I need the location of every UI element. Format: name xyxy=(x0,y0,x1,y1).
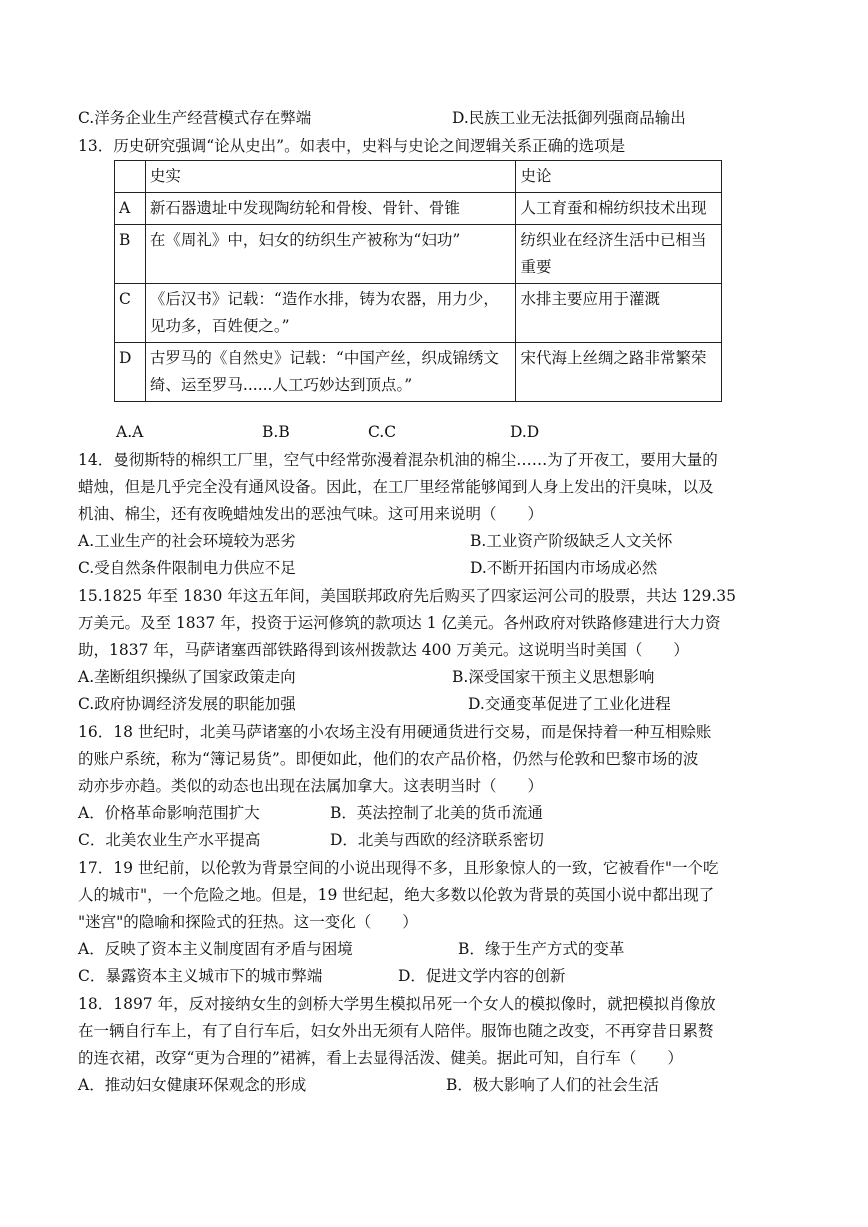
row-fact: 《后汉书》记载：“造作水排，铸为农器，用力少，见功多，百姓便之。” xyxy=(145,284,516,343)
table-header-row xyxy=(115,161,722,193)
row-view: 宋代海上丝绸之路非常繁荣 xyxy=(516,343,722,402)
q15-option-d: D.交通变革促进了工业化进程 xyxy=(468,695,671,713)
row-key: C xyxy=(115,284,146,343)
q14-stem-line3: 机油、棉尘，还有夜晚蜡烛发出的恶浊气味。这可用来说明（ ） xyxy=(78,505,544,523)
q12-option-d: D.民族工业无法抵御列强商品输出 xyxy=(452,109,686,127)
table-row xyxy=(115,284,722,343)
q16-option-a: A．价格革命影响范围扩大 xyxy=(78,804,260,822)
q16-option-b: B．英法控制了北美的货币流通 xyxy=(330,804,543,822)
q17-option-a: A．反映了资本主义制度固有矛盾与困境 xyxy=(78,940,353,958)
q13-option-a: A.A xyxy=(116,423,144,441)
row-view: 人工育蚕和棉纺织技术出现 xyxy=(516,193,722,225)
q15-option-a: A.垄断组织操纵了国家政策走向 xyxy=(78,668,296,686)
table-row xyxy=(115,225,722,284)
q14-option-d: D.不断开拓国内市场成必然 xyxy=(470,559,658,577)
q17-option-d: D．促进文学内容的创新 xyxy=(398,967,566,985)
q14-option-b: B.工业资产阶级缺乏人文关怀 xyxy=(470,532,673,550)
table-row xyxy=(115,193,722,225)
q13-table xyxy=(114,160,722,402)
q17-option-b: B．缘于生产方式的变革 xyxy=(458,940,625,958)
q15-stem-line3: 助，1837 年，马萨诸塞西部铁路得到该州拨款达 400 万美元。这说明当时美国（ ） xyxy=(78,641,689,659)
q15-stem-line1: 15.1825 年至 1830 年这五年间，美国联邦政府先后购买了四家运河公司的股票，共达 129.35 xyxy=(78,587,736,605)
table-header-cell: 史论 xyxy=(516,161,722,193)
row-view: 水排主要应用于灌溉 xyxy=(516,284,722,343)
q17-option-c: C．暴露资本主义城市下的城市弊端 xyxy=(78,967,323,985)
q18-stem-line2: 在一辆自行车上，有了自行车后，妇女外出无须有人陪伴。服饰也随之改变，不再穿昔日累赘 xyxy=(78,1022,714,1040)
q16-option-c: C．北美农业生产水平提高 xyxy=(78,831,261,849)
q15-option-c: C.政府协调经济发展的职能加强 xyxy=(78,695,296,713)
q13-option-c: C.C xyxy=(368,423,397,441)
row-fact: 古罗马的《自然史》记载：“中国产丝，织成锦绣文绮、运至罗马......人工巧妙达到顶点。” xyxy=(145,343,516,402)
q13-stem: 13．历史研究强调“论从史出”。如表中，史料与史论之间逻辑关系正确的选项是 xyxy=(78,137,626,155)
q14-stem-line2: 蜡烛，但是几乎完全没有通风设备。因此，在工厂里经常能够闻到人身上发出的汗臭味，以及 xyxy=(78,478,714,496)
q18-option-a: A．推动妇女健康环保观念的形成 xyxy=(78,1076,307,1094)
q17-stem-line2: 人的城市"，一个危险之地。但是，19 世纪起，绝大多数以伦敦为背景的英国小说中都出现了 xyxy=(78,886,715,904)
q16-stem-line3: 动亦步亦趋。类似的动态也出现在法属加拿大。这表明当时（ ） xyxy=(78,777,544,795)
q15-stem-line2: 万美元。及至 1837 年，投资于运河修筑的款项达 1 亿美元。各州政府对铁路修建进行大力资 xyxy=(78,614,721,632)
q16-stem-line2: 的账户系统，称为“簿记易货”。即便如此，他们的农产品价格，仍然与伦敦和巴黎市场的波 xyxy=(78,750,699,768)
q15-option-b: B.深受国家干预主义思想影响 xyxy=(452,668,655,686)
row-key: B xyxy=(115,225,146,284)
q13-option-d: D.D xyxy=(510,423,540,441)
q18-stem-line3: 的连衣裙，改穿“更为合理的”裙裤，看上去显得活泼、健美。据此可知，自行车（ ） xyxy=(78,1049,683,1067)
row-view: 纺织业在经济生活中已相当重要 xyxy=(516,225,722,284)
q12-option-c: C.洋务企业生产经营模式存在弊端 xyxy=(78,109,312,127)
row-fact: 在《周礼》中，妇女的纺织生产被称为“妇功” xyxy=(145,225,516,284)
q16-stem-line1: 16．18 世纪时，北美马萨诸塞的小农场主没有用硬通货进行交易，而是保持着一种互相赊账 xyxy=(78,723,712,741)
q13-option-b: B.B xyxy=(262,423,290,441)
q17-stem-line1: 17．19 世纪前，以伦敦为背景空间的小说出现得不多，且形象惊人的一致，它被看作"一个吃 xyxy=(78,859,719,877)
row-fact: 新石器遗址中发现陶纺轮和骨梭、骨针、骨锥 xyxy=(145,193,516,225)
q14-option-c: C.受自然条件限制电力供应不足 xyxy=(78,559,296,577)
q18-option-b: B．极大影响了人们的社会生活 xyxy=(446,1076,659,1094)
row-key: A xyxy=(115,193,146,225)
table-header-cell xyxy=(115,161,146,193)
row-key: D xyxy=(115,343,146,402)
table-header-cell: 史实 xyxy=(145,161,516,193)
q16-option-d: D．北美与西欧的经济联系密切 xyxy=(330,831,544,849)
table-row xyxy=(115,343,722,402)
q17-stem-line3: "迷宫"的隐喻和探险式的狂热。这一变化（ ） xyxy=(78,913,418,931)
q14-option-a: A.工业生产的社会环境较为恶劣 xyxy=(78,532,296,550)
q14-stem-line1: 14．曼彻斯特的棉织工厂里，空气中经常弥漫着混杂机油的棉尘……为了开夜工，要用大量的 xyxy=(78,451,718,469)
q18-stem-line1: 18．1897 年，反对接纳女生的剑桥大学男生模拟吊死一个女人的模拟像时，就把模拟肖像放 xyxy=(78,995,716,1013)
